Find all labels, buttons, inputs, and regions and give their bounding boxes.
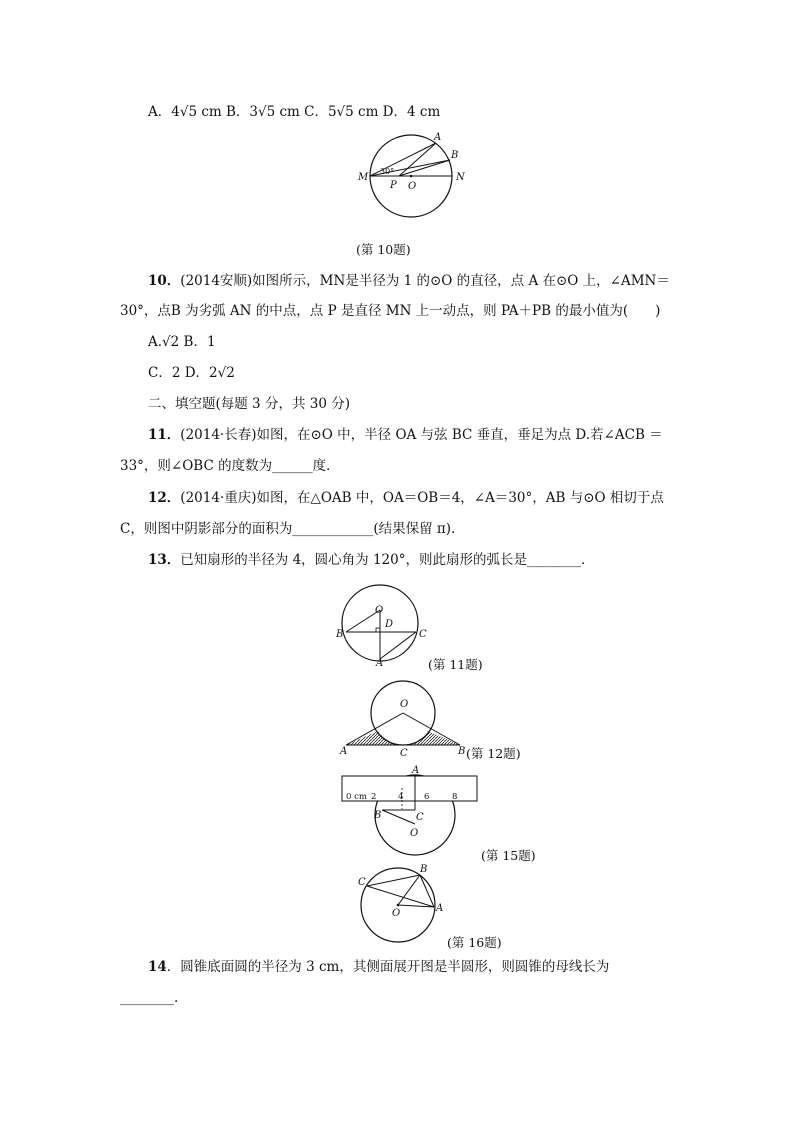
- q11-line1: [148, 426, 663, 444]
- fig16-label-c: C: [358, 877, 366, 888]
- fig15-label-o: O: [410, 828, 419, 839]
- q10-text1: (2014安顺)如图所示，MN是半径为 1 的⊙O 的直径，点 A 在⊙O 上，∠AMN＝: [180, 273, 670, 289]
- q11-number: 11．: [148, 427, 181, 443]
- q13-line1: [148, 551, 595, 569]
- q12-line2: C，则图中阴影部分的面积为____________(结果保留 π).: [120, 521, 456, 537]
- q10-line2: 30°，点B 为劣弧 AN 的中点，点 P 是直径 MN 上一动点，则 PA＋PB 的最小值为( ): [120, 303, 661, 319]
- fig10-label-o: O: [408, 181, 417, 192]
- fig12-caption: (第 12题): [466, 746, 521, 761]
- fig16-label-b: B: [420, 864, 428, 875]
- q9-options: A．4√5 cm B．3√5 cm C．5√5 cm D．4 cm: [148, 104, 441, 120]
- fig15-tick-6: 6: [424, 792, 430, 802]
- q14-line2: ________.: [120, 990, 179, 1006]
- fig10-angle-label: 30°: [380, 167, 395, 176]
- fig15-caption: (第 15题): [481, 848, 536, 863]
- fig15-tick-2: 2: [371, 792, 377, 802]
- fig10-caption: (第 10题): [356, 242, 411, 257]
- fig15-label-c: C: [416, 812, 424, 823]
- fig12-label-c: C: [400, 748, 408, 758]
- q11-line2: 33°，则∠OBC 的度数为______度．: [120, 458, 340, 474]
- q12-number: 12．: [148, 490, 181, 506]
- fig11-label-o: O: [375, 605, 384, 616]
- fig12-label-b: B: [458, 746, 466, 757]
- fig11-caption: (第 11题): [428, 657, 483, 672]
- q10-line1: [148, 272, 670, 290]
- fig16-label-o: O: [392, 908, 401, 919]
- section-fill-in-heading: 二、填空题(每题 3 分，共 30 分): [148, 396, 350, 412]
- fig15-tick-0: 0 cm: [346, 792, 367, 802]
- figure-10: [352, 128, 472, 223]
- q14-text1: ．圆锥底面圆的半径为 3 cm，其侧面展开图是半圆形，则圆锥的母线长为: [166, 959, 610, 975]
- fig10-label-b: B: [451, 150, 459, 161]
- q11-text1: (2014·长春)如图，在⊙O 中，半径 OA 与弦 BC 垂直，垂足为点 D.若∠ACB ＝: [180, 427, 663, 443]
- figure-16: [352, 860, 452, 946]
- q13-number: 13．: [148, 552, 181, 568]
- fig16-label-a: A: [436, 903, 444, 914]
- fig11-label-d: D: [385, 619, 394, 630]
- fig15-label-b: B: [374, 810, 382, 821]
- q12-line1: [148, 489, 664, 507]
- q10-options-ab: A.√2 B．1: [148, 334, 216, 350]
- fig11-label-b: B: [336, 629, 344, 640]
- fig15-tick-4: 4: [398, 792, 404, 802]
- q14-line1: [148, 958, 609, 976]
- figure-12: [330, 676, 470, 758]
- fig15-tick-8: 8: [452, 792, 458, 802]
- fig11-label-a: A: [376, 658, 384, 669]
- fig12-label-o: O: [400, 699, 409, 710]
- fig11-label-c: C: [419, 629, 427, 640]
- q14-number: 14: [148, 959, 167, 975]
- fig15-label-a: A: [412, 765, 420, 776]
- figure-15: [338, 760, 483, 860]
- q13-text1: 已知扇形的半径为 4，圆心角为 120°，则此扇形的弧长是________．: [180, 552, 595, 568]
- fig10-label-a: A: [434, 132, 442, 143]
- fig10-label-p: P: [390, 180, 397, 191]
- fig10-label-m: M: [358, 172, 369, 183]
- fig10-label-n: N: [456, 172, 465, 183]
- q10-options-cd: C．2 D．2√2: [148, 365, 235, 381]
- q12-text1: (2014·重庆)如图，在△OAB 中，OA＝OB＝4，∠A＝30°，AB 与⊙O 相切于点: [180, 490, 664, 506]
- fig16-caption: (第 16题): [447, 935, 502, 950]
- q10-number: 10．: [148, 273, 181, 289]
- fig12-label-a: A: [340, 746, 348, 757]
- figure-11: [330, 578, 430, 670]
